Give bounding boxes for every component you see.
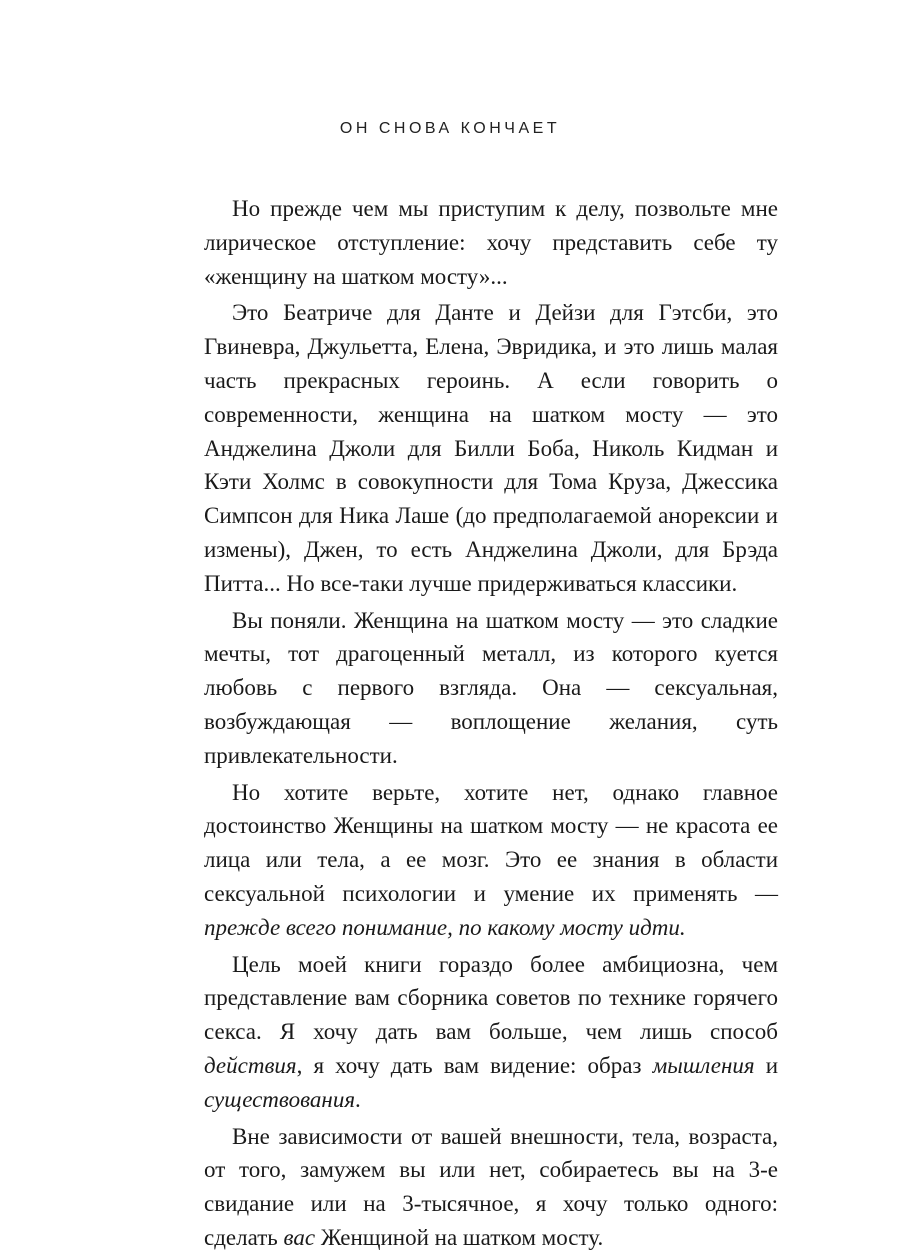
paragraph bbox=[204, 1120, 778, 1255]
text-segment: Вне зависимости от вашей внешности, тела, возраста, от того, замужем вы или нет, собираетесь вы на 3-е свидание или на 3-тысячное, я хочу только одного: сделать bbox=[204, 1123, 778, 1250]
text-segment: и bbox=[754, 1052, 778, 1078]
emphasis-text: вас bbox=[283, 1224, 316, 1250]
emphasis-text: существования bbox=[204, 1086, 356, 1112]
paragraph bbox=[204, 296, 778, 600]
emphasis-text: мышления bbox=[652, 1052, 755, 1078]
paragraph bbox=[204, 192, 778, 293]
text-segment: Цель моей книги гораздо более амбициозна, чем представление вам сборника советов по технике горячего секса. Я хочу дать вам больше, чем лишь способ bbox=[204, 951, 778, 1045]
body-text bbox=[204, 192, 778, 1258]
paragraph bbox=[204, 776, 778, 945]
text-segment: Но хотите верьте, хотите нет, однако главное достоинство Женщины на шатком мосту — не красота ее лица или тела, а ее мозг. Это ее знания в области сексуальной психологии и умение их применять — bbox=[204, 779, 778, 906]
paragraph bbox=[204, 948, 778, 1117]
text-segment: Это Беатриче для Данте и Дейзи для Гэтсби, это Гвиневра, Джульетта, Елена, Эвридика, и это лишь малая часть прекрасных героинь. А если говорить о современности, женщина на шатком мосту — это Анджелина Джоли для Билли Боба, Николь Кидман и Кэти Холмс в совокупности для Тома Круза, Джессика Симпсон для Ника Лаше (до предполагаемой анорексии и измены), Джен, то есть Анджелина Джоли, для Брэда Питта... Но все-таки лучше придерживаться классики. bbox=[204, 300, 778, 596]
emphasis-text: действия bbox=[204, 1052, 297, 1078]
paragraph bbox=[204, 604, 778, 773]
emphasis-text: прежде всего понимание, по какому мосту идти. bbox=[204, 914, 686, 940]
text-segment: , я хочу дать вам видение: образ bbox=[296, 1052, 653, 1078]
text-segment: Но прежде чем мы приступим к делу, позвольте мне лирическое отступление: хочу представить себе ту «женщину на шатком мосту»... bbox=[204, 196, 778, 289]
running-head: ОН СНОВА КОНЧАЕТ bbox=[339, 120, 561, 137]
text-segment: Вы поняли. Женщина на шатком мосту — это сладкие мечты, тот драгоценный металл, из которого куется любовь с первого взгляда. Она — сексуальная, возбуждающая — воплощение желания, суть привлекательности. bbox=[204, 607, 778, 768]
text-segment: . bbox=[355, 1086, 361, 1112]
text-segment: Женщиной на шатком мосту. bbox=[315, 1224, 604, 1250]
